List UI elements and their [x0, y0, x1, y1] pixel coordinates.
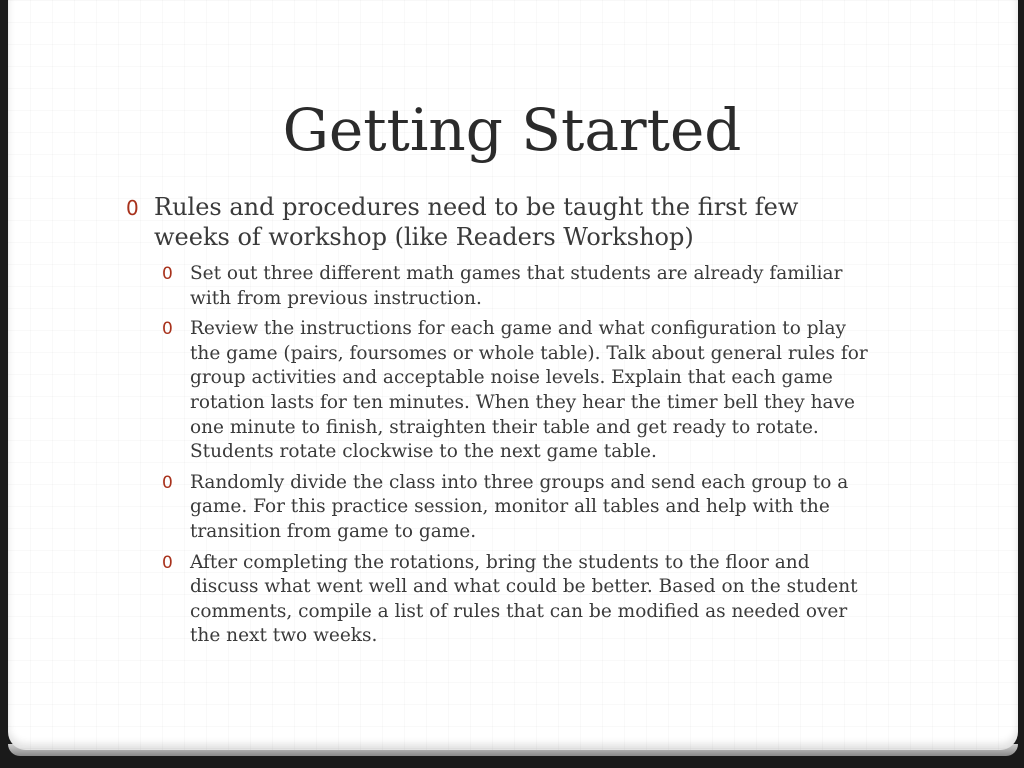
sub-bullet-item	[162, 262, 876, 311]
sub-bullet-text: Review the instructions for each game and what configuration to play the game (pairs, foursomes or whole table). Talk about general rules for group activities and acceptable noise levels. Explain that each game rotation lasts for ten minutes. When they hear the timer bell they have one minute to finish, straighten their table and get ready to rotate. Students rotate clockwise to the next game table.	[190, 318, 868, 463]
sub-bullet-item	[162, 551, 876, 649]
slide-title: Getting Started	[282, 96, 742, 164]
sub-bullet-text: Set out three different math games that students are already familiar with from previous instruction.	[190, 263, 843, 309]
slide-body	[126, 192, 876, 655]
bullet-icon: 0	[162, 552, 173, 573]
bullet-text: Rules and procedures need to be taught the first few weeks of workshop (like Readers Workshop)	[154, 193, 799, 251]
bullet-icon: 0	[162, 472, 173, 493]
sub-bullet-text: After completing the rotations, bring the students to the floor and discuss what went well and what could be better. Based on the student comments, compile a list of rules that can be modified as needed over the next two weeks.	[190, 551, 858, 647]
sub-bullet-list	[162, 262, 876, 649]
sub-bullet-item	[162, 317, 876, 465]
sub-bullet-item	[162, 471, 876, 545]
bullet-item-main	[126, 192, 876, 252]
bullet-icon: 0	[162, 319, 173, 340]
bullet-icon: 0	[126, 196, 139, 220]
sub-bullet-text: Randomly divide the class into three groups and send each group to a game. For this practice session, monitor all tables and help with the transition from game to game.	[190, 471, 849, 542]
bullet-icon: 0	[162, 264, 173, 284]
